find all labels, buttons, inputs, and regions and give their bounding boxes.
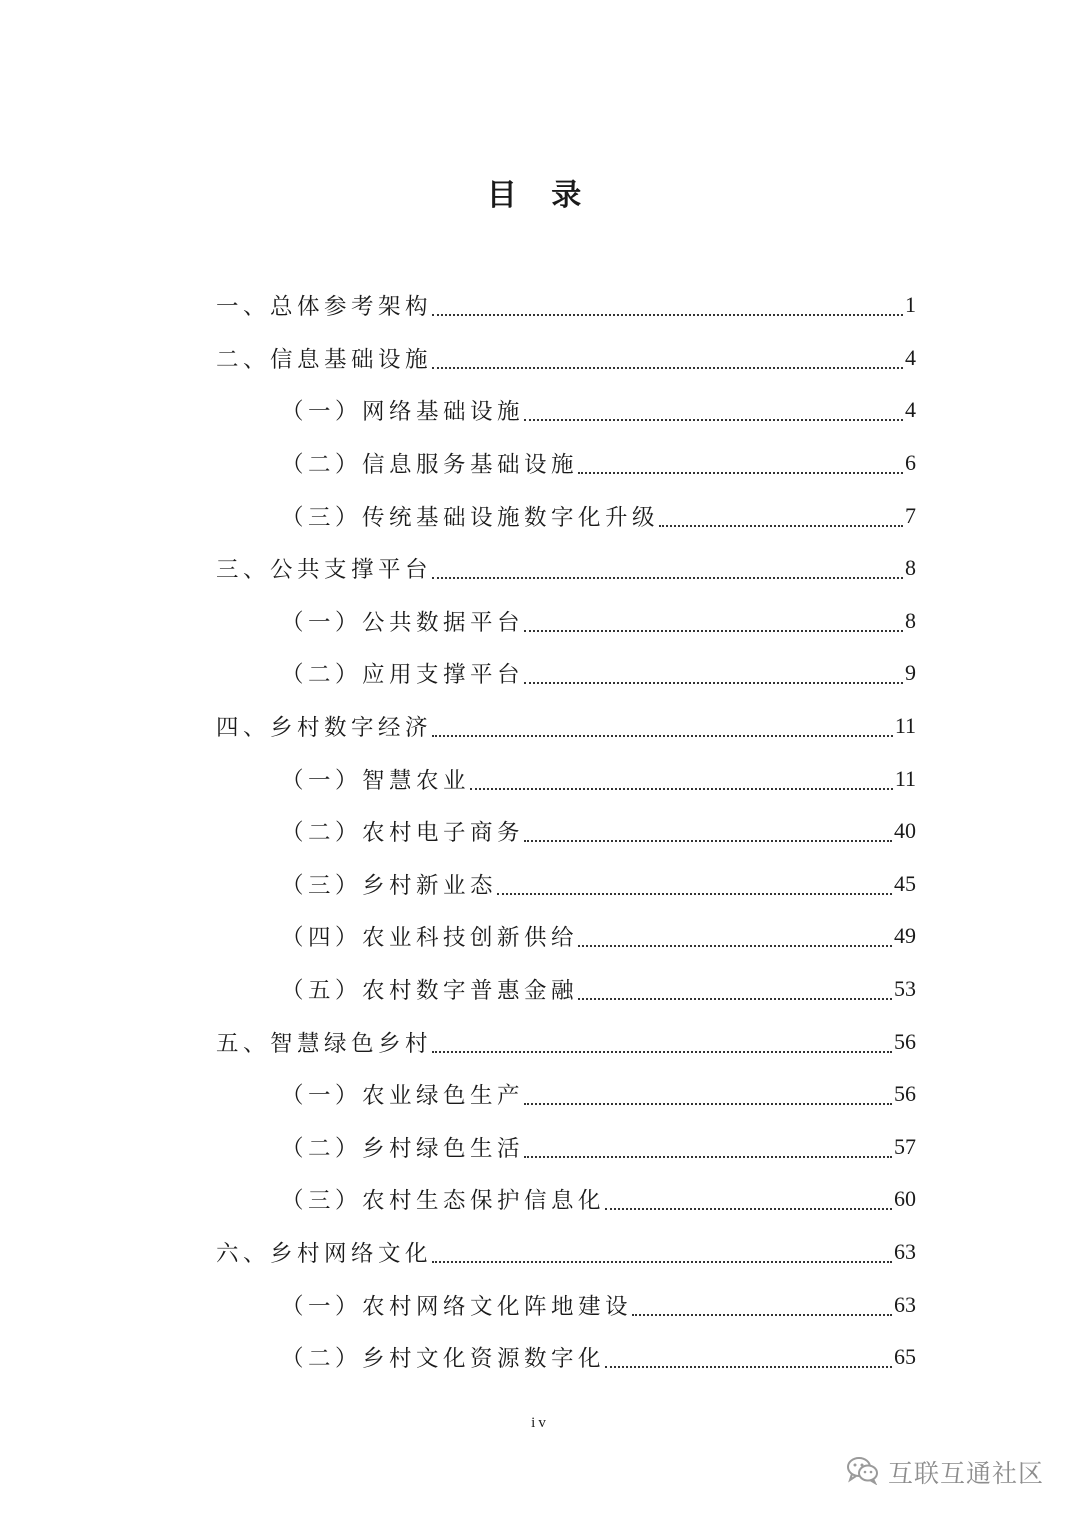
toc-entry[interactable] <box>281 384 916 437</box>
dot-leader <box>524 1101 892 1105</box>
dot-leader <box>578 996 892 1000</box>
toc-entry-label: （一）公共数据平台 <box>281 609 525 636</box>
dot-leader <box>497 891 892 895</box>
toc-entry-page: 4 <box>905 397 916 423</box>
toc-entry-label: 二、信息基础设施 <box>216 346 433 373</box>
dot-leader <box>659 523 903 527</box>
toc-entry-label: 三、公共支撑平台 <box>216 557 433 584</box>
toc-entry-page: 65 <box>894 1344 916 1370</box>
toc-entry[interactable] <box>216 1015 916 1068</box>
dot-leader <box>605 1206 892 1210</box>
toc-entry-label: 四、乡村数字经济 <box>216 715 433 742</box>
toc-entry[interactable] <box>216 279 916 332</box>
dot-leader <box>432 1259 892 1263</box>
toc-entry[interactable] <box>281 805 916 858</box>
toc-entry-label: （二）乡村文化资源数字化 <box>281 1346 606 1373</box>
toc-entry[interactable] <box>281 1278 916 1331</box>
toc-entry-page: 56 <box>894 1028 916 1054</box>
watermark-text: 互联互通社区 <box>887 1459 1044 1488</box>
watermark <box>846 1454 1044 1490</box>
toc-entry-page: 53 <box>894 976 916 1002</box>
toc-entry-label: （五）农村数字普惠金融 <box>281 978 579 1005</box>
toc-entry-label: （二）乡村绿色生活 <box>281 1135 525 1162</box>
toc-entry[interactable] <box>281 963 916 1016</box>
dot-leader <box>578 943 892 947</box>
toc-entry-page: 57 <box>894 1133 916 1159</box>
toc-entry[interactable] <box>281 1173 916 1226</box>
dot-leader <box>524 1154 892 1158</box>
toc-entry-page: 45 <box>894 870 916 896</box>
toc-entry[interactable] <box>281 1068 916 1121</box>
toc-entry-label: （一）农村网络文化阵地建设 <box>281 1293 633 1320</box>
toc-entry-label: 六、乡村网络文化 <box>216 1240 433 1267</box>
dot-leader <box>524 417 903 421</box>
dot-leader <box>524 628 903 632</box>
toc-entry-label: （三）乡村新业态 <box>281 872 498 899</box>
toc-entry[interactable] <box>216 542 916 595</box>
toc-entry-label: （一）智慧农业 <box>281 767 471 794</box>
dot-leader <box>632 1312 892 1316</box>
toc-entry-page: 49 <box>894 923 916 949</box>
toc-entry-page: 11 <box>894 713 916 739</box>
toc-entry-label: （二）农村电子商务 <box>281 820 525 847</box>
dot-leader <box>432 1049 892 1053</box>
toc-entry[interactable] <box>216 700 916 753</box>
toc-entry[interactable] <box>216 1226 916 1279</box>
toc-entry-page: 6 <box>905 450 916 476</box>
toc-entry-page: 63 <box>894 1291 916 1317</box>
dot-leader <box>432 733 893 737</box>
dot-leader <box>432 575 903 579</box>
toc-entry-label: （一）网络基础设施 <box>281 399 525 426</box>
toc-entry-page: 8 <box>905 607 916 633</box>
toc-entry-page: 40 <box>894 818 916 844</box>
toc-entry[interactable] <box>281 858 916 911</box>
dot-leader <box>524 838 892 842</box>
table-of-contents <box>0 279 1080 1383</box>
toc-entry[interactable] <box>281 1121 916 1174</box>
toc-entry-page: 11 <box>894 765 916 791</box>
toc-entry-page: 60 <box>894 1186 916 1212</box>
toc-entry-label: （四）农业科技创新供给 <box>281 925 579 952</box>
wechat-icon <box>846 1455 880 1489</box>
toc-entry-label: 五、智慧绿色乡村 <box>216 1030 433 1057</box>
page-title: 目 录 <box>486 178 594 213</box>
toc-entry-label: （二）信息服务基础设施 <box>281 452 579 479</box>
toc-entry-page: 4 <box>905 344 916 370</box>
dot-leader <box>470 786 893 790</box>
toc-entry[interactable] <box>281 595 916 648</box>
page-number: iv <box>531 1415 549 1431</box>
toc-entry-page: 7 <box>905 502 916 528</box>
toc-entry[interactable] <box>281 752 916 805</box>
toc-entry-label: （三）传统基础设施数字化升级 <box>281 504 660 531</box>
dot-leader <box>524 680 903 684</box>
toc-entry[interactable] <box>281 437 916 490</box>
toc-entry[interactable] <box>281 1331 916 1384</box>
dot-leader <box>605 1364 892 1368</box>
dot-leader <box>432 312 903 316</box>
toc-entry[interactable] <box>281 910 916 963</box>
toc-entry-page: 1 <box>905 292 916 318</box>
toc-entry[interactable] <box>281 647 916 700</box>
dot-leader <box>432 365 903 369</box>
toc-entry[interactable] <box>216 332 916 385</box>
dot-leader <box>578 470 903 474</box>
toc-entry[interactable] <box>281 489 916 542</box>
toc-entry-label: （三）农村生态保护信息化 <box>281 1188 606 1215</box>
toc-entry-page: 9 <box>905 660 916 686</box>
toc-entry-page: 56 <box>894 1081 916 1107</box>
toc-entry-label: （一）农业绿色生产 <box>281 1083 525 1110</box>
toc-entry-page: 63 <box>894 1238 916 1264</box>
toc-entry-page: 8 <box>905 555 916 581</box>
toc-entry-label: （二）应用支撑平台 <box>281 662 525 689</box>
toc-entry-label: 一、总体参考架构 <box>216 294 433 321</box>
